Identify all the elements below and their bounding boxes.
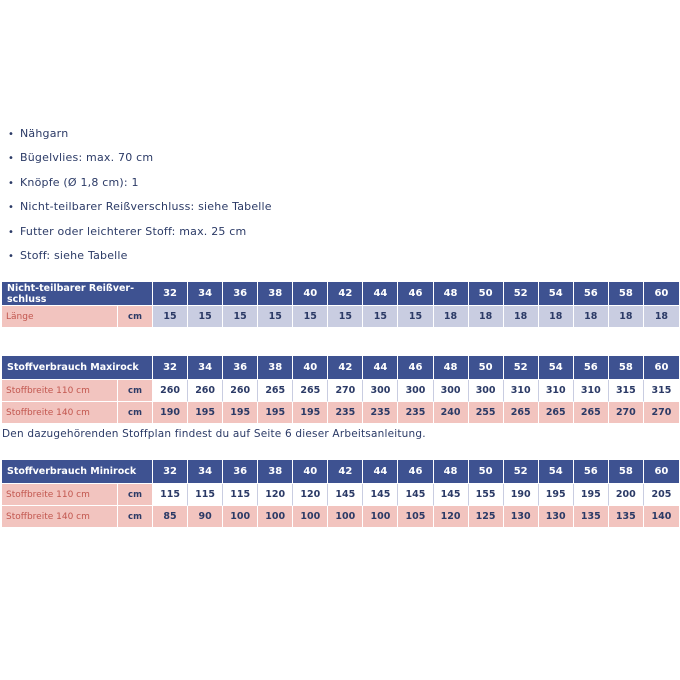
- materials-item: • Nicht-teilbarer Reißverschluss: siehe Tabelle: [8, 195, 272, 219]
- bullet-icon: •: [8, 177, 15, 189]
- value-cell: 260: [188, 380, 223, 402]
- row-label: Stoffbreite 110 cm: [2, 484, 118, 506]
- value-cell: 300: [469, 380, 504, 402]
- value-cell: 235: [363, 402, 398, 424]
- row-unit: cm: [118, 380, 153, 402]
- table-title: Stoffverbrauch Minirock: [2, 460, 153, 484]
- value-cell: 90: [188, 506, 223, 528]
- value-cell: 18: [434, 306, 469, 328]
- size-header: 48: [434, 356, 469, 380]
- value-cell: 18: [539, 306, 574, 328]
- maxi-table: [2, 356, 679, 424]
- size-header: 54: [539, 356, 574, 380]
- size-header: 38: [258, 282, 293, 306]
- value-cell: 200: [609, 484, 644, 506]
- value-cell: 15: [188, 306, 223, 328]
- value-cell: 15: [293, 306, 328, 328]
- header-row: [2, 356, 679, 380]
- value-cell: 195: [258, 402, 293, 424]
- size-header: 48: [434, 460, 469, 484]
- table-row: [2, 484, 679, 506]
- value-cell: 310: [504, 380, 539, 402]
- value-cell: 18: [469, 306, 504, 328]
- value-cell: 190: [504, 484, 539, 506]
- size-header: 60: [644, 356, 679, 380]
- size-header: 46: [398, 282, 433, 306]
- materials-item: • Stoff: siehe Tabelle: [8, 244, 272, 268]
- size-header: 46: [398, 356, 433, 380]
- size-header: 46: [398, 460, 433, 484]
- size-header: 52: [504, 460, 539, 484]
- header-row: [2, 460, 679, 484]
- value-cell: 265: [293, 380, 328, 402]
- value-cell: 18: [609, 306, 644, 328]
- value-cell: 18: [644, 306, 679, 328]
- bullet-icon: •: [8, 250, 15, 262]
- value-cell: 310: [539, 380, 574, 402]
- bullet-icon: •: [8, 226, 15, 238]
- value-cell: 265: [539, 402, 574, 424]
- size-header: 36: [223, 356, 258, 380]
- value-cell: 260: [223, 380, 258, 402]
- size-header: 40: [293, 282, 328, 306]
- value-cell: 15: [223, 306, 258, 328]
- size-header: 56: [574, 282, 609, 306]
- size-header: 42: [328, 282, 363, 306]
- value-cell: 85: [153, 506, 188, 528]
- value-cell: 240: [434, 402, 469, 424]
- size-header: 44: [363, 460, 398, 484]
- size-header: 32: [153, 282, 188, 306]
- table-row: [2, 380, 679, 402]
- value-cell: 315: [609, 380, 644, 402]
- value-cell: 255: [469, 402, 504, 424]
- value-cell: 315: [644, 380, 679, 402]
- size-header: 54: [539, 282, 574, 306]
- materials-item: • Knöpfe (Ø 1,8 cm): 1: [8, 171, 272, 195]
- row-label: Stoffbreite 140 cm: [2, 506, 118, 528]
- value-cell: 235: [398, 402, 433, 424]
- size-header: 34: [188, 460, 223, 484]
- size-header: 38: [258, 460, 293, 484]
- value-cell: 125: [469, 506, 504, 528]
- table-row: [2, 506, 679, 528]
- size-header: 60: [644, 282, 679, 306]
- row-unit: cm: [118, 306, 153, 328]
- size-header: 42: [328, 356, 363, 380]
- value-cell: 195: [539, 484, 574, 506]
- value-cell: 195: [223, 402, 258, 424]
- size-header: 40: [293, 460, 328, 484]
- value-cell: 18: [574, 306, 609, 328]
- size-header: 34: [188, 282, 223, 306]
- bullet-icon: •: [8, 129, 15, 140]
- size-header: 40: [293, 356, 328, 380]
- value-cell: 270: [328, 380, 363, 402]
- size-header: 54: [539, 460, 574, 484]
- value-cell: 135: [574, 506, 609, 528]
- size-header: 44: [363, 282, 398, 306]
- size-header: 34: [188, 356, 223, 380]
- value-cell: 115: [188, 484, 223, 506]
- value-cell: 120: [258, 484, 293, 506]
- materials-list: [8, 122, 272, 268]
- value-cell: 120: [434, 506, 469, 528]
- value-cell: 100: [293, 506, 328, 528]
- size-header: 56: [574, 356, 609, 380]
- value-cell: 130: [504, 506, 539, 528]
- size-header: 36: [223, 460, 258, 484]
- size-header: 50: [469, 356, 504, 380]
- value-cell: 15: [398, 306, 433, 328]
- value-cell: 270: [609, 402, 644, 424]
- value-cell: 265: [258, 380, 293, 402]
- value-cell: 15: [328, 306, 363, 328]
- size-header: 60: [644, 460, 679, 484]
- size-header: 32: [153, 460, 188, 484]
- value-cell: 15: [258, 306, 293, 328]
- fabric-plan-note: Den dazugehörenden Stoffplan findest du auf Seite 6 dieser Arbeitsanleitung.: [2, 428, 426, 440]
- value-cell: 300: [398, 380, 433, 402]
- value-cell: 145: [328, 484, 363, 506]
- size-header: 52: [504, 282, 539, 306]
- size-header: 58: [609, 356, 644, 380]
- value-cell: 135: [609, 506, 644, 528]
- table-row: [2, 306, 679, 328]
- value-cell: 15: [363, 306, 398, 328]
- value-cell: 100: [363, 506, 398, 528]
- value-cell: 265: [504, 402, 539, 424]
- value-cell: 260: [153, 380, 188, 402]
- size-header: 48: [434, 282, 469, 306]
- mini-table: [2, 460, 679, 528]
- zipper-table: [2, 282, 679, 328]
- bullet-icon: •: [8, 202, 15, 214]
- table-title: Stoffverbrauch Maxirock: [2, 356, 153, 380]
- value-cell: 15: [153, 306, 188, 328]
- value-cell: 100: [223, 506, 258, 528]
- value-cell: 115: [223, 484, 258, 506]
- value-cell: 195: [574, 484, 609, 506]
- size-header: 38: [258, 356, 293, 380]
- bullet-icon: •: [8, 153, 15, 165]
- size-header: 50: [469, 460, 504, 484]
- value-cell: 100: [328, 506, 363, 528]
- materials-item: • Nähgarn: [8, 122, 272, 146]
- row-unit: cm: [118, 506, 153, 528]
- value-cell: 195: [188, 402, 223, 424]
- value-cell: 265: [574, 402, 609, 424]
- materials-item: • Bügelvlies: max. 70 cm: [8, 146, 272, 170]
- value-cell: 115: [153, 484, 188, 506]
- value-cell: 195: [293, 402, 328, 424]
- value-cell: 155: [469, 484, 504, 506]
- row-unit: cm: [118, 484, 153, 506]
- table-row: [2, 402, 679, 424]
- value-cell: 130: [539, 506, 574, 528]
- size-header: 56: [574, 460, 609, 484]
- value-cell: 145: [434, 484, 469, 506]
- value-cell: 105: [398, 506, 433, 528]
- size-header: 58: [609, 460, 644, 484]
- size-header: 44: [363, 356, 398, 380]
- row-label: Länge: [2, 306, 118, 328]
- size-header: 32: [153, 356, 188, 380]
- row-unit: cm: [118, 402, 153, 424]
- value-cell: 235: [328, 402, 363, 424]
- value-cell: 100: [258, 506, 293, 528]
- value-cell: 18: [504, 306, 539, 328]
- value-cell: 300: [363, 380, 398, 402]
- table-title: Nicht-teilbarer Reißverschluss: [2, 282, 153, 306]
- value-cell: 310: [574, 380, 609, 402]
- size-header: 42: [328, 460, 363, 484]
- value-cell: 120: [293, 484, 328, 506]
- value-cell: 300: [434, 380, 469, 402]
- row-label: Stoffbreite 110 cm: [2, 380, 118, 402]
- value-cell: 190: [153, 402, 188, 424]
- value-cell: 270: [644, 402, 679, 424]
- value-cell: 205: [644, 484, 679, 506]
- value-cell: 145: [363, 484, 398, 506]
- size-header: 58: [609, 282, 644, 306]
- size-header: 36: [223, 282, 258, 306]
- size-header: 50: [469, 282, 504, 306]
- value-cell: 140: [644, 506, 679, 528]
- materials-item: • Futter oder leichterer Stoff: max. 25 cm: [8, 220, 272, 244]
- value-cell: 145: [398, 484, 433, 506]
- row-label: Stoffbreite 140 cm: [2, 402, 118, 424]
- size-header: 52: [504, 356, 539, 380]
- header-row: [2, 282, 679, 306]
